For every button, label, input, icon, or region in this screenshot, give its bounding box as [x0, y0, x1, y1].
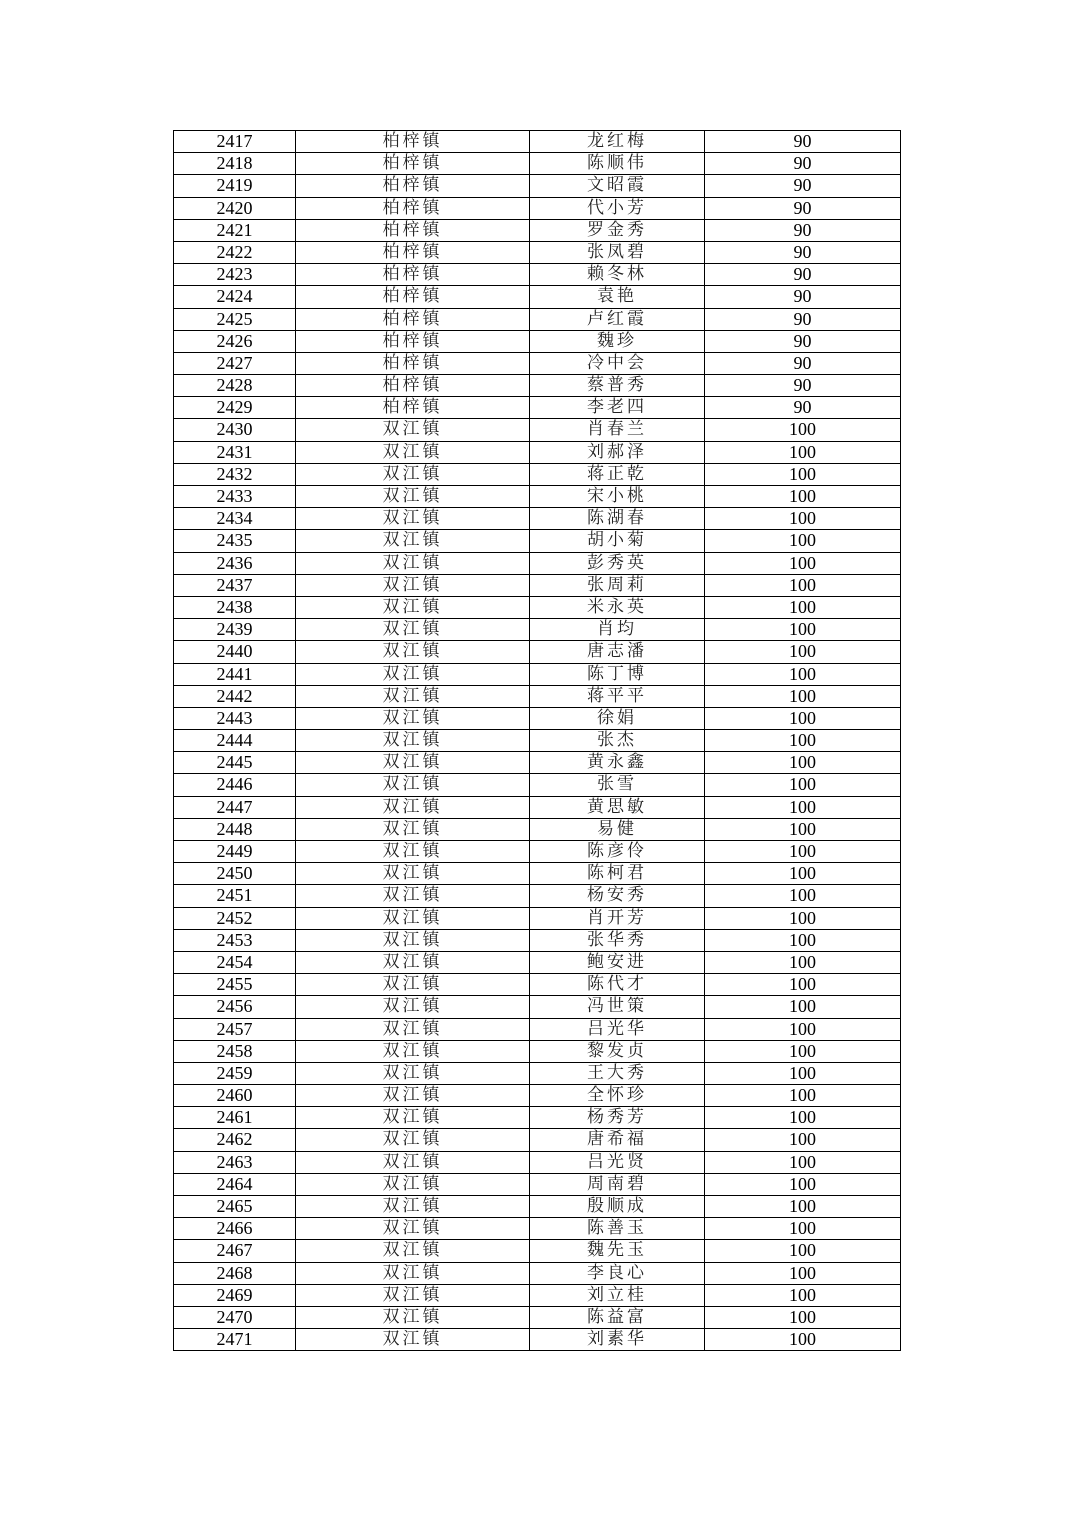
- serial-number-cell: 2426: [174, 330, 296, 352]
- name-cell: 黎发贞: [530, 1040, 705, 1062]
- town-cell: 柏梓镇: [296, 153, 530, 175]
- name-cell: 张华秀: [530, 929, 705, 951]
- town-cell: 双江镇: [296, 929, 530, 951]
- serial-number-cell: 2471: [174, 1329, 296, 1351]
- serial-number-cell: 2431: [174, 441, 296, 463]
- name-cell: 肖春兰: [530, 419, 705, 441]
- table-row: [174, 530, 901, 552]
- amount-cell: 90: [705, 241, 901, 263]
- amount-cell: 100: [705, 1262, 901, 1284]
- serial-number-cell: 2436: [174, 552, 296, 574]
- table-row: [174, 486, 901, 508]
- serial-number-cell: 2449: [174, 841, 296, 863]
- town-cell: 柏梓镇: [296, 397, 530, 419]
- town-cell: 双江镇: [296, 1018, 530, 1040]
- table-row: [174, 397, 901, 419]
- serial-number-cell: 2423: [174, 264, 296, 286]
- table-row: [174, 508, 901, 530]
- table-row: [174, 1062, 901, 1084]
- town-cell: 双江镇: [296, 530, 530, 552]
- table-body: [174, 131, 901, 1351]
- table-row: [174, 907, 901, 929]
- town-cell: 双江镇: [296, 1107, 530, 1129]
- town-cell: 双江镇: [296, 796, 530, 818]
- serial-number-cell: 2455: [174, 974, 296, 996]
- amount-cell: 100: [705, 486, 901, 508]
- town-cell: 双江镇: [296, 574, 530, 596]
- table-row: [174, 996, 901, 1018]
- amount-cell: 90: [705, 397, 901, 419]
- table-row: [174, 286, 901, 308]
- serial-number-cell: 2456: [174, 996, 296, 1018]
- serial-number-cell: 2446: [174, 774, 296, 796]
- table-row: [174, 419, 901, 441]
- amount-cell: 100: [705, 1040, 901, 1062]
- serial-number-cell: 2454: [174, 951, 296, 973]
- table-row: [174, 441, 901, 463]
- name-cell: 宋小桃: [530, 486, 705, 508]
- table-row: [174, 1085, 901, 1107]
- serial-number-cell: 2469: [174, 1284, 296, 1306]
- table-row: [174, 818, 901, 840]
- name-cell: 米永英: [530, 596, 705, 618]
- serial-number-cell: 2447: [174, 796, 296, 818]
- amount-cell: 100: [705, 1085, 901, 1107]
- serial-number-cell: 2434: [174, 508, 296, 530]
- town-cell: 双江镇: [296, 486, 530, 508]
- amount-cell: 100: [705, 1173, 901, 1195]
- name-cell: 王大秀: [530, 1062, 705, 1084]
- table-row: [174, 1040, 901, 1062]
- town-cell: 双江镇: [296, 752, 530, 774]
- amount-cell: 90: [705, 131, 901, 153]
- town-cell: 双江镇: [296, 1218, 530, 1240]
- table-row: [174, 219, 901, 241]
- serial-number-cell: 2460: [174, 1085, 296, 1107]
- name-cell: 陈丁博: [530, 663, 705, 685]
- serial-number-cell: 2445: [174, 752, 296, 774]
- name-cell: 杨秀芳: [530, 1107, 705, 1129]
- table-row: [174, 175, 901, 197]
- serial-number-cell: 2444: [174, 730, 296, 752]
- serial-number-cell: 2424: [174, 286, 296, 308]
- serial-number-cell: 2463: [174, 1151, 296, 1173]
- town-cell: 双江镇: [296, 841, 530, 863]
- name-cell: 魏珍: [530, 330, 705, 352]
- serial-number-cell: 2464: [174, 1173, 296, 1195]
- town-cell: 双江镇: [296, 863, 530, 885]
- name-cell: 袁艳: [530, 286, 705, 308]
- name-cell: 全怀珍: [530, 1085, 705, 1107]
- name-cell: 周南碧: [530, 1173, 705, 1195]
- town-cell: 双江镇: [296, 1129, 530, 1151]
- amount-cell: 100: [705, 1107, 901, 1129]
- town-cell: 双江镇: [296, 463, 530, 485]
- amount-cell: 100: [705, 574, 901, 596]
- amount-cell: 100: [705, 419, 901, 441]
- serial-number-cell: 2443: [174, 707, 296, 729]
- amount-cell: 100: [705, 707, 901, 729]
- table-row: [174, 197, 901, 219]
- serial-number-cell: 2441: [174, 663, 296, 685]
- table-row: [174, 241, 901, 263]
- amount-cell: 100: [705, 796, 901, 818]
- table-row: [174, 885, 901, 907]
- serial-number-cell: 2442: [174, 685, 296, 707]
- serial-number-cell: 2425: [174, 308, 296, 330]
- amount-cell: 90: [705, 330, 901, 352]
- serial-number-cell: 2427: [174, 352, 296, 374]
- table-row: [174, 1262, 901, 1284]
- amount-cell: 100: [705, 441, 901, 463]
- name-cell: 陈顺伟: [530, 153, 705, 175]
- town-cell: 双江镇: [296, 1085, 530, 1107]
- table-row: [174, 131, 901, 153]
- table-row: [174, 352, 901, 374]
- town-cell: 双江镇: [296, 1284, 530, 1306]
- town-cell: 双江镇: [296, 441, 530, 463]
- serial-number-cell: 2420: [174, 197, 296, 219]
- serial-number-cell: 2458: [174, 1040, 296, 1062]
- town-cell: 双江镇: [296, 996, 530, 1018]
- amount-cell: 90: [705, 375, 901, 397]
- town-cell: 双江镇: [296, 641, 530, 663]
- name-cell: 刘郝泽: [530, 441, 705, 463]
- amount-cell: 90: [705, 352, 901, 374]
- name-cell: 唐志潘: [530, 641, 705, 663]
- serial-number-cell: 2419: [174, 175, 296, 197]
- serial-number-cell: 2438: [174, 596, 296, 618]
- name-cell: 张凤碧: [530, 241, 705, 263]
- amount-cell: 90: [705, 286, 901, 308]
- name-cell: 陈湖春: [530, 508, 705, 530]
- name-cell: 陈柯君: [530, 863, 705, 885]
- serial-number-cell: 2430: [174, 419, 296, 441]
- town-cell: 双江镇: [296, 685, 530, 707]
- town-cell: 柏梓镇: [296, 219, 530, 241]
- amount-cell: 100: [705, 1151, 901, 1173]
- name-cell: 龙红梅: [530, 131, 705, 153]
- amount-cell: 100: [705, 818, 901, 840]
- serial-number-cell: 2417: [174, 131, 296, 153]
- name-cell: 魏先玉: [530, 1240, 705, 1262]
- name-cell: 鲍安进: [530, 951, 705, 973]
- amount-cell: 100: [705, 996, 901, 1018]
- table-row: [174, 308, 901, 330]
- table-row: [174, 264, 901, 286]
- amount-cell: 100: [705, 774, 901, 796]
- amount-cell: 100: [705, 1218, 901, 1240]
- name-cell: 黄永鑫: [530, 752, 705, 774]
- table-row: [174, 619, 901, 641]
- town-cell: 双江镇: [296, 818, 530, 840]
- table-row: [174, 796, 901, 818]
- serial-number-cell: 2452: [174, 907, 296, 929]
- town-cell: 柏梓镇: [296, 131, 530, 153]
- table-row: [174, 929, 901, 951]
- serial-number-cell: 2429: [174, 397, 296, 419]
- amount-cell: 100: [705, 907, 901, 929]
- town-cell: 双江镇: [296, 730, 530, 752]
- name-cell: 陈益富: [530, 1306, 705, 1328]
- town-cell: 双江镇: [296, 596, 530, 618]
- amount-cell: 100: [705, 530, 901, 552]
- name-cell: 罗金秀: [530, 219, 705, 241]
- amount-cell: 100: [705, 685, 901, 707]
- beneficiary-table: [173, 130, 901, 1351]
- serial-number-cell: 2451: [174, 885, 296, 907]
- name-cell: 肖均: [530, 619, 705, 641]
- town-cell: 双江镇: [296, 1196, 530, 1218]
- town-cell: 双江镇: [296, 419, 530, 441]
- town-cell: 双江镇: [296, 1173, 530, 1195]
- amount-cell: 100: [705, 1329, 901, 1351]
- name-cell: 胡小菊: [530, 530, 705, 552]
- amount-cell: 100: [705, 663, 901, 685]
- table-row: [174, 1107, 901, 1129]
- serial-number-cell: 2453: [174, 929, 296, 951]
- amount-cell: 100: [705, 885, 901, 907]
- serial-number-cell: 2448: [174, 818, 296, 840]
- name-cell: 吕光贤: [530, 1151, 705, 1173]
- table-row: [174, 1329, 901, 1351]
- amount-cell: 100: [705, 596, 901, 618]
- table-row: [174, 752, 901, 774]
- name-cell: 彭秀英: [530, 552, 705, 574]
- name-cell: 代小芳: [530, 197, 705, 219]
- name-cell: 文昭霞: [530, 175, 705, 197]
- name-cell: 蒋平平: [530, 685, 705, 707]
- amount-cell: 100: [705, 752, 901, 774]
- amount-cell: 100: [705, 641, 901, 663]
- table-row: [174, 974, 901, 996]
- amount-cell: 100: [705, 974, 901, 996]
- name-cell: 刘素华: [530, 1329, 705, 1351]
- name-cell: 张周莉: [530, 574, 705, 596]
- amount-cell: 100: [705, 951, 901, 973]
- town-cell: 柏梓镇: [296, 241, 530, 263]
- amount-cell: 100: [705, 1196, 901, 1218]
- serial-number-cell: 2421: [174, 219, 296, 241]
- amount-cell: 100: [705, 463, 901, 485]
- table-row: [174, 375, 901, 397]
- name-cell: 张杰: [530, 730, 705, 752]
- town-cell: 柏梓镇: [296, 175, 530, 197]
- name-cell: 赖冬林: [530, 264, 705, 286]
- table-row: [174, 841, 901, 863]
- serial-number-cell: 2422: [174, 241, 296, 263]
- table-row: [174, 774, 901, 796]
- amount-cell: 100: [705, 863, 901, 885]
- serial-number-cell: 2435: [174, 530, 296, 552]
- town-cell: 双江镇: [296, 974, 530, 996]
- amount-cell: 100: [705, 1129, 901, 1151]
- name-cell: 冯世策: [530, 996, 705, 1018]
- serial-number-cell: 2432: [174, 463, 296, 485]
- serial-number-cell: 2470: [174, 1306, 296, 1328]
- serial-number-cell: 2437: [174, 574, 296, 596]
- name-cell: 陈彦伶: [530, 841, 705, 863]
- amount-cell: 100: [705, 619, 901, 641]
- town-cell: 双江镇: [296, 907, 530, 929]
- serial-number-cell: 2457: [174, 1018, 296, 1040]
- town-cell: 柏梓镇: [296, 330, 530, 352]
- name-cell: 李良心: [530, 1262, 705, 1284]
- name-cell: 蔡普秀: [530, 375, 705, 397]
- amount-cell: 100: [705, 929, 901, 951]
- table-row: [174, 1284, 901, 1306]
- town-cell: 双江镇: [296, 1262, 530, 1284]
- table-row: [174, 685, 901, 707]
- table-row: [174, 1196, 901, 1218]
- town-cell: 柏梓镇: [296, 264, 530, 286]
- name-cell: 唐希福: [530, 1129, 705, 1151]
- amount-cell: 100: [705, 1018, 901, 1040]
- table-row: [174, 596, 901, 618]
- serial-number-cell: 2462: [174, 1129, 296, 1151]
- name-cell: 陈善玉: [530, 1218, 705, 1240]
- table-row: [174, 1129, 901, 1151]
- table-row: [174, 663, 901, 685]
- name-cell: 李老四: [530, 397, 705, 419]
- table-row: [174, 863, 901, 885]
- amount-cell: 100: [705, 508, 901, 530]
- table-row: [174, 707, 901, 729]
- amount-cell: 100: [705, 730, 901, 752]
- town-cell: 柏梓镇: [296, 352, 530, 374]
- town-cell: 双江镇: [296, 663, 530, 685]
- name-cell: 徐娟: [530, 707, 705, 729]
- table-row: [174, 1306, 901, 1328]
- serial-number-cell: 2418: [174, 153, 296, 175]
- table-row: [174, 1218, 901, 1240]
- amount-cell: 100: [705, 841, 901, 863]
- serial-number-cell: 2433: [174, 486, 296, 508]
- town-cell: 双江镇: [296, 619, 530, 641]
- amount-cell: 100: [705, 552, 901, 574]
- serial-number-cell: 2440: [174, 641, 296, 663]
- table-row: [174, 1173, 901, 1195]
- amount-cell: 90: [705, 264, 901, 286]
- town-cell: 双江镇: [296, 1240, 530, 1262]
- town-cell: 双江镇: [296, 951, 530, 973]
- town-cell: 双江镇: [296, 707, 530, 729]
- name-cell: 卢红霞: [530, 308, 705, 330]
- serial-number-cell: 2467: [174, 1240, 296, 1262]
- amount-cell: 90: [705, 308, 901, 330]
- table-row: [174, 153, 901, 175]
- name-cell: 杨安秀: [530, 885, 705, 907]
- serial-number-cell: 2461: [174, 1107, 296, 1129]
- town-cell: 柏梓镇: [296, 308, 530, 330]
- name-cell: 蒋正乾: [530, 463, 705, 485]
- amount-cell: 100: [705, 1240, 901, 1262]
- town-cell: 双江镇: [296, 885, 530, 907]
- table-row: [174, 1018, 901, 1040]
- serial-number-cell: 2465: [174, 1196, 296, 1218]
- amount-cell: 90: [705, 153, 901, 175]
- table-row: [174, 641, 901, 663]
- serial-number-cell: 2468: [174, 1262, 296, 1284]
- serial-number-cell: 2459: [174, 1062, 296, 1084]
- table-row: [174, 951, 901, 973]
- name-cell: 黄思敏: [530, 796, 705, 818]
- town-cell: 柏梓镇: [296, 375, 530, 397]
- town-cell: 双江镇: [296, 552, 530, 574]
- town-cell: 柏梓镇: [296, 197, 530, 219]
- town-cell: 双江镇: [296, 1062, 530, 1084]
- amount-cell: 100: [705, 1062, 901, 1084]
- name-cell: 吕光华: [530, 1018, 705, 1040]
- serial-number-cell: 2466: [174, 1218, 296, 1240]
- town-cell: 双江镇: [296, 1306, 530, 1328]
- table-row: [174, 1240, 901, 1262]
- name-cell: 肖开芳: [530, 907, 705, 929]
- table-row: [174, 330, 901, 352]
- name-cell: 张雪: [530, 774, 705, 796]
- town-cell: 双江镇: [296, 508, 530, 530]
- town-cell: 双江镇: [296, 1151, 530, 1173]
- serial-number-cell: 2450: [174, 863, 296, 885]
- table-row: [174, 1151, 901, 1173]
- table-row: [174, 574, 901, 596]
- town-cell: 双江镇: [296, 774, 530, 796]
- serial-number-cell: 2439: [174, 619, 296, 641]
- serial-number-cell: 2428: [174, 375, 296, 397]
- name-cell: 冷中会: [530, 352, 705, 374]
- amount-cell: 100: [705, 1306, 901, 1328]
- amount-cell: 90: [705, 219, 901, 241]
- name-cell: 殷顺成: [530, 1196, 705, 1218]
- amount-cell: 100: [705, 1284, 901, 1306]
- town-cell: 双江镇: [296, 1040, 530, 1062]
- name-cell: 刘立桂: [530, 1284, 705, 1306]
- amount-cell: 90: [705, 175, 901, 197]
- table-row: [174, 463, 901, 485]
- name-cell: 陈代才: [530, 974, 705, 996]
- name-cell: 易健: [530, 818, 705, 840]
- table-row: [174, 730, 901, 752]
- amount-cell: 90: [705, 197, 901, 219]
- town-cell: 双江镇: [296, 1329, 530, 1351]
- town-cell: 柏梓镇: [296, 286, 530, 308]
- table-row: [174, 552, 901, 574]
